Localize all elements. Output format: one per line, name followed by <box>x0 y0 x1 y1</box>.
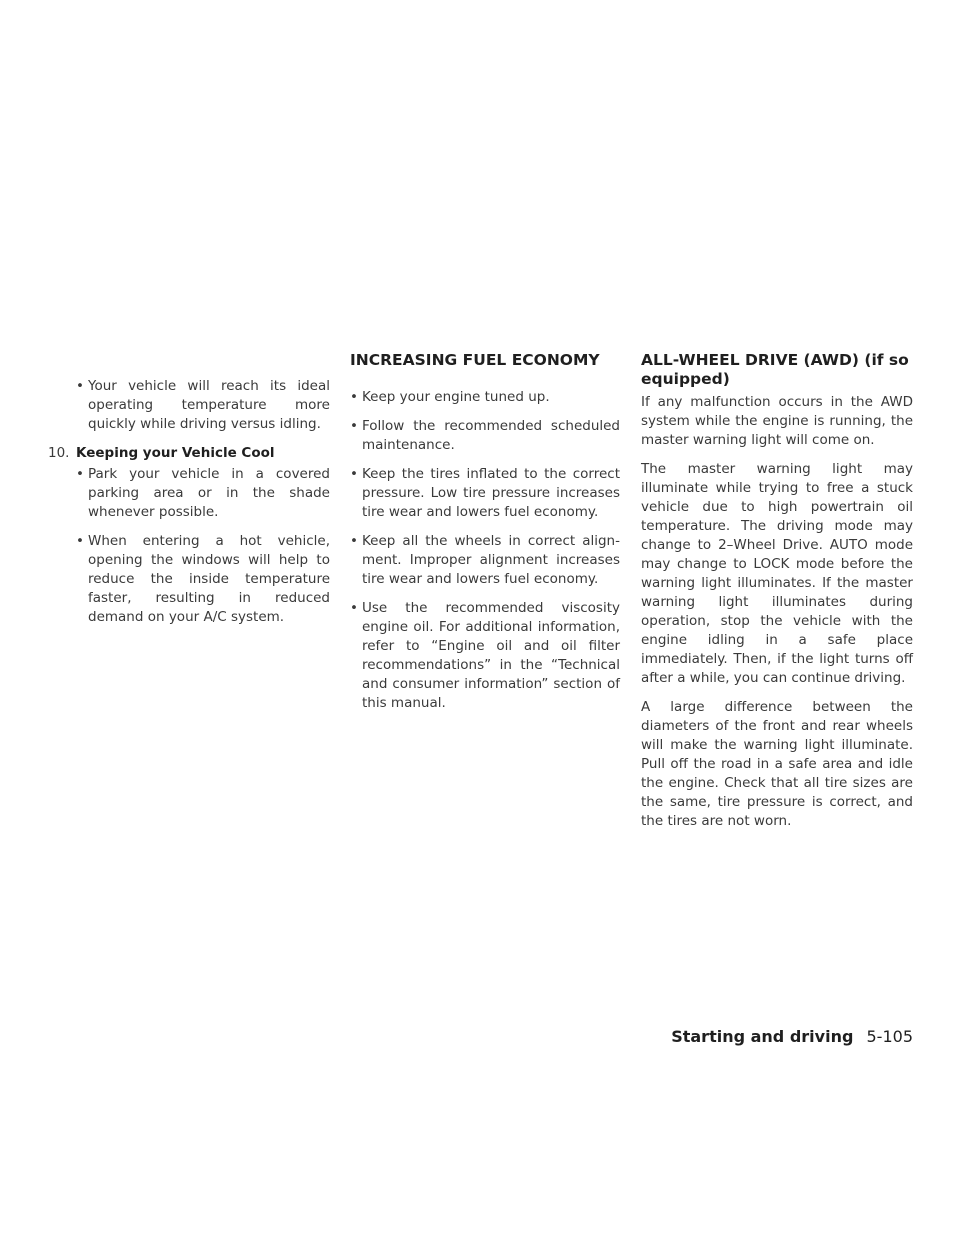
section-heading-fuel-economy: INCREASING FUEL ECONOMY <box>350 351 600 369</box>
numbered-item-10 <box>48 444 330 463</box>
list-item: • Your vehicle will reach its ideal operating temperature more quickly while driving versus idling. <box>76 377 330 434</box>
list-item: • When entering a hot vehicle, opening the windows will help to reduce the inside temperature faster, resulting in reduced demand on your A/C system. <box>76 532 330 627</box>
right-column <box>641 351 913 841</box>
footer-section-title: Starting and driving <box>671 1027 854 1046</box>
item-number: 10. <box>48 445 70 461</box>
page-footer <box>671 1027 913 1047</box>
item-title: Keeping your Vehicle Cool <box>76 445 275 461</box>
page-number: 5-105 <box>866 1027 913 1046</box>
paragraph: If any malfunction occurs in the AWD system while the engine is running, the master warning light will come on. <box>641 394 913 448</box>
list-item: • Park your vehicle in a covered parking area or in the shade whenever possible. <box>76 465 330 522</box>
list-item: • Keep your engine tuned up. <box>350 388 620 407</box>
paragraph: A large difference between the diameters of the front and rear wheels will make the warning light illuminate. Pull off the road in a safe area and idle the engine. Check that all tire sizes are the same, tire pressure is correct, and the tires are not worn. <box>641 699 913 829</box>
fuel-economy-bullet-list <box>350 388 620 713</box>
list-item: • Follow the recommended scheduled maintenance. <box>350 417 620 455</box>
paragraph: The master warning light may illuminate while trying to free a stuck vehicle due to high powertrain oil temperature. The driving mode may change to 2–Wheel Drive. AUTO mode may change to LOCK mode before the warning light illuminates. If the master warning light illuminates during operation, stop the vehicle with the engine idling in a safe place immediately. Then, if the light turns off after a while, you can continue driving. <box>641 461 913 686</box>
list-item: • Keep the tires inflated to the correct pressure. Low tire pressure increases tire wear and lowers fuel economy. <box>350 465 620 522</box>
left-column <box>48 377 330 637</box>
intro-bullet-list <box>76 377 330 434</box>
cool-bullet-list <box>76 465 330 627</box>
list-item: • Keep all the wheels in correct alignment. Improper alignment increases tire wear and lowers fuel economy. <box>350 532 620 589</box>
middle-column <box>350 351 620 723</box>
list-item: • Use the recommended viscosity engine oil. For additional information, refer to “Engine oil and oil filter recommendations” in the “Technical and consumer information” section of this manual. <box>350 599 620 713</box>
section-heading-awd: ALL-WHEEL DRIVE (AWD) (if so equipped) <box>641 351 909 388</box>
